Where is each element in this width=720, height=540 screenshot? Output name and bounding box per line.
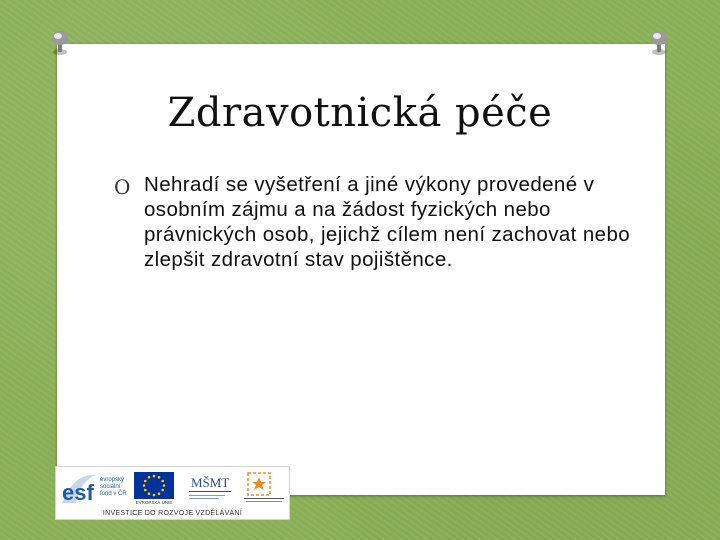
logo-strip bbox=[55, 466, 290, 520]
msmt-logo bbox=[189, 475, 231, 499]
pushpin-icon bbox=[49, 30, 71, 56]
msmt-text: MŠMT bbox=[191, 475, 230, 490]
esf-label-line: fond v ČR bbox=[100, 491, 127, 497]
slide-title: Zdravotnická péče bbox=[167, 90, 553, 136]
logo-caption: INVESTICE DO ROZVOJE VZDĚLÁVÁNÍ bbox=[102, 510, 243, 517]
esf-label-line: evropský bbox=[100, 477, 125, 483]
esf-text: esf bbox=[62, 480, 94, 505]
esf-logo bbox=[60, 471, 127, 505]
bullet-item bbox=[114, 172, 634, 272]
eu-label: EVROPSKÁ UNIE bbox=[135, 500, 173, 505]
op-vk-logo bbox=[244, 473, 284, 502]
pushpin-icon bbox=[648, 30, 670, 56]
eu-flag-logo bbox=[134, 472, 174, 505]
bullet-marker: O bbox=[114, 175, 131, 199]
esf-label-line: sociální bbox=[100, 484, 121, 490]
bullet-text: Nehradí se vyšetření a jiné výkony provedené v osobním zájmu a na žádost fyzických nebo právnických osob, jejichž cílem není zachovat nebo zlepšit zdravotní stav pojištěnce. bbox=[144, 173, 631, 271]
bullet-list bbox=[114, 172, 634, 272]
